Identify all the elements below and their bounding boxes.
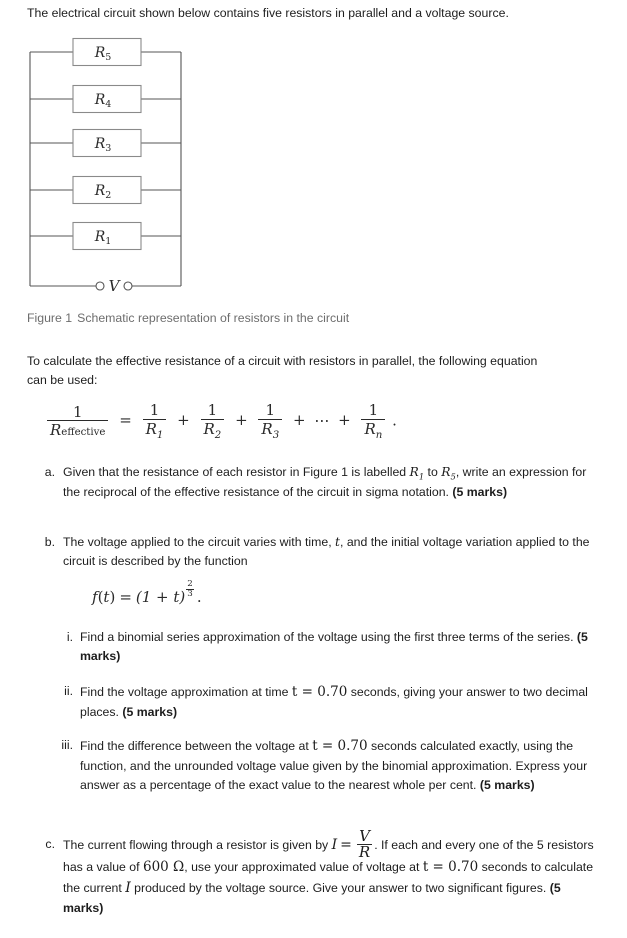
question-b-i-marker: i. (66, 630, 73, 644)
fraction-term-1: $\frac{1}{R_1}$ (143, 402, 167, 441)
exponent-fraction: $\frac{2}{3}$ (187, 579, 193, 600)
question-b-text: The voltage applied to the circuit varies with time, t, and the initial voltage variation applied to the circuit is described by the function (63, 535, 590, 569)
eq-t-070-iii: t = 0.70 (312, 738, 368, 754)
resistor-label-r4: $R_4$ (94, 92, 112, 110)
question-c-marker: c. (45, 837, 55, 851)
question-b-iii (51, 736, 596, 795)
question-a-marks: (5 marks) (452, 485, 508, 500)
var-I-2: I (125, 879, 131, 896)
fraction-lhs (47, 404, 108, 439)
question-b-ii-text: Find the voltage approximation at time t = 0.70 seconds, giving your answer to two decimal places. (5 marks) (80, 684, 588, 719)
fraction-denominator-r: R (358, 843, 371, 862)
resistor-label-r2: $R_2$ (94, 183, 112, 201)
plus-sign-1: + (177, 411, 190, 430)
question-b (33, 533, 593, 571)
function-formula: f(t) = (1 + t) $\frac{2}{3}$ . (92, 579, 202, 607)
question-c-marks: (5 marks) (63, 880, 561, 916)
plus-sign-3: + (292, 411, 306, 430)
circuit-figure (0, 28, 230, 303)
question-b-marker: b. (44, 535, 55, 549)
question-b-i-marks: (5 marks) (80, 630, 588, 664)
fraction-term-2: $\frac{1}{R_2}$ (201, 402, 225, 441)
question-a (33, 463, 593, 502)
question-c-text: The current flowing through a resistor is given by I = $\frac{V}{R}$ . If each and every one of the 5 resistors has a value of 600 Ω, use your approximated value of voltage at t = 0.70 seconds to calculate the current I produced by the voltage source. Give your answer to two significant figures. (5 marks) (63, 826, 594, 916)
figure-caption-text: Schematic representation of resistors in the circuit (77, 311, 350, 325)
question-b-i-text: Find a binomial series approximation of the voltage using the first three terms of the series. (5 marks) (80, 630, 588, 664)
resistor-label-r3: $R_3$ (94, 136, 112, 154)
question-a-text: Given that the resistance of each resistor in Figure 1 is labelled $R_1$ to $R_5$, write an expression for the reciprocal of the effective resistance of the circuit in sigma notation. (5 marks) (63, 465, 587, 500)
resistor-label-r1: $R_1$ (94, 229, 112, 247)
resistance-value: 600 Ω (142, 858, 185, 875)
fraction-numerator: 1 (72, 402, 83, 421)
source-terminal-right (124, 282, 132, 290)
eq-t-070-ii: t = 0.70 (291, 684, 348, 700)
question-b-iii-text: Find the difference between the voltage at t = 0.70 seconds calculated exactly, using the function, and the unrounded voltage value given by the binomial approximation. Express your answer as a percentage of the exact value to the nearest whole per cent. (5 marks) (80, 738, 588, 792)
fraction-denominator: Reffective (47, 420, 108, 439)
plus-sign-2: + (235, 411, 248, 430)
eq-t-070-c: t = 0.70 (422, 858, 479, 875)
plus-sign-4: + (338, 411, 351, 430)
intro-paragraph: The electrical circuit shown below contains five resistors in parallel and a voltage source. (27, 6, 509, 20)
voltage-source-label: V (108, 277, 120, 295)
fraction-term-3: $\frac{1}{R_3}$ (258, 402, 282, 441)
ellipsis: ⋯ (314, 411, 330, 430)
var-r5: $R_5$ (441, 465, 456, 482)
equation-intro-paragraph: To calculate the effective resistance of a circuit with resistors in parallel, the following equation can be used: (27, 354, 538, 388)
question-c (33, 826, 599, 918)
fraction-term-n: $\frac{1}{R_n}$ (361, 402, 385, 441)
var-I: I (331, 837, 338, 853)
question-b-ii-marker: ii. (64, 684, 73, 698)
resistor-label-r5: $R_5$ (94, 45, 112, 63)
figure-caption-label: Figure 1 (27, 311, 73, 325)
reciprocal-resistance-equation (45, 402, 397, 441)
circuit-diagram-svg (0, 28, 230, 303)
question-a-marker: a. (44, 465, 55, 479)
fraction-v-over-r (357, 826, 372, 862)
var-r1: $R_1$ (409, 465, 425, 482)
subscript-effective: effective (61, 427, 106, 439)
question-b-iii-marks: (5 marks) (479, 777, 535, 792)
equation-period: . (392, 411, 397, 430)
question-b-i (51, 628, 596, 666)
equals-sign: = (119, 411, 132, 430)
question-b-ii (51, 682, 596, 722)
formula-body: (1 + t) (135, 588, 186, 607)
source-terminal-left (96, 282, 104, 290)
var-t: t (335, 535, 340, 549)
figure-caption (27, 309, 587, 328)
question-b-ii-marks: (5 marks) (122, 704, 178, 719)
question-b-iii-marker: iii. (61, 738, 73, 752)
fraction-numerator-v: V (359, 826, 370, 845)
